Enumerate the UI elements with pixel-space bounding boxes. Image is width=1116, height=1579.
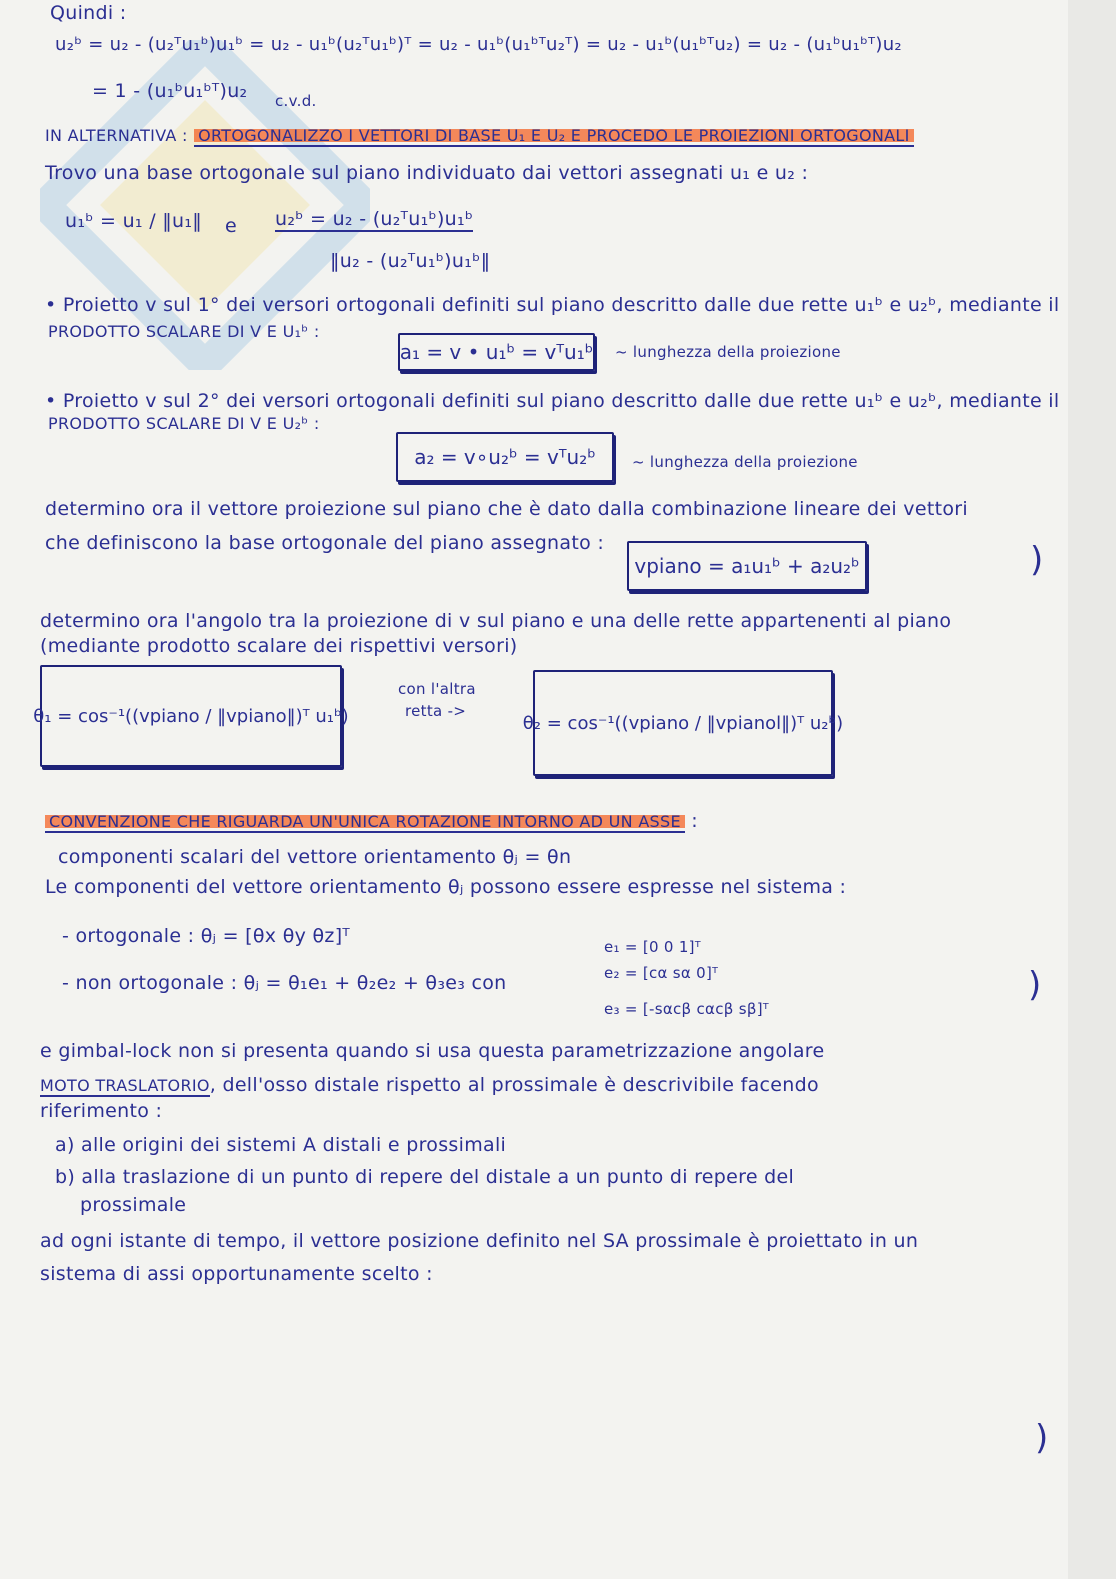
text-e: e (225, 215, 237, 237)
formula-result: = 1 - (u₁ᵇu₁ᵇᵀ)u₂ (92, 80, 248, 102)
box-theta2: θ₂ = cos⁻¹((vpiano / ‖vpianol‖)ᵀ u₂ᵇ) (533, 670, 833, 776)
text-moto-line (40, 1074, 819, 1096)
formula-u2b-den: ‖u₂ - (u₂ᵀu₁ᵇ)u₁ᵇ‖ (330, 250, 491, 272)
alternativa-label: IN ALTERNATIVA : (45, 126, 188, 145)
note-1: ~ lunghezza della proiezione (615, 343, 841, 361)
formula-u1b: u₁ᵇ = u₁ / ‖u₁‖ (65, 210, 203, 232)
text-non-ortogonale: - non ortogonale : θⱼ = θ₁e₁ + θ₂e₂ + θ₃e₃ con (62, 972, 507, 994)
convenzione-colon: : (691, 810, 698, 832)
note-2: ~ lunghezza della proiezione (632, 453, 858, 471)
vector-e3: e₃ = [-sαcβ cαcβ sβ]ᵀ (604, 1000, 769, 1018)
text-det1: determino ora il vettore proiezione sul piano che è dato dalla combinazione lineare dei vettori (45, 498, 968, 520)
text-quindi: Quindi : (50, 2, 127, 24)
text-sistema: sistema di assi opportunamente scelto : (40, 1263, 433, 1285)
box-a2: a₂ = v∘u₂ᵇ = vᵀu₂ᵇ (396, 432, 614, 482)
box-theta1: θ₁ = cos⁻¹((vpiano / ‖vpiano‖)ᵀ u₁ᵇ) (40, 665, 342, 767)
vector-e1: e₁ = [0 0 1]ᵀ (604, 938, 701, 956)
text-gimbal: e gimbal-lock non si presenta quando si usa questa parametrizzazione angolare (40, 1040, 825, 1062)
text-trovo: Trovo una base ortogonale sul piano individuato dai vettori assegnati u₁ e u₂ : (45, 162, 809, 184)
bracket-mark: ) (1028, 965, 1042, 1005)
formula-u2b: u₂ᵇ = u₂ - (u₂ᵀu₁ᵇ)u₁ᵇ = u₂ - u₁ᵇ(u₂ᵀu₁ᵇ)ᵀ = u₂ - u₁ᵇ(u₁ᵇᵀu₂ᵀ) = u₂ - u₁ᵇ(u₁ᵇᵀu₂) = u₂ - (u₁ᵇu₁ᵇᵀ)u₂ (55, 34, 902, 55)
text-det2: determino ora l'angolo tra la proiezione di v sul piano e una delle rette appartenenti al piano (40, 610, 952, 632)
list-item-b-cont: prossimale (80, 1194, 187, 1216)
text-det2b: (mediante prodotto scalare dei rispettivi versori) (40, 635, 518, 657)
text-componenti: componenti scalari del vettore orientamento θⱼ = θn (58, 846, 572, 868)
page-edge (1068, 0, 1116, 1579)
text-det1b: che definiscono la base ortogonale del piano assegnato : (45, 532, 605, 554)
text-altra-2: retta -> (405, 702, 467, 720)
box-a1: a₁ = v • u₁ᵇ = vᵀu₁ᵇ (398, 333, 595, 371)
formula-u2b-num: u₂ᵇ = u₂ - (u₂ᵀu₁ᵇ)u₁ᵇ (275, 208, 474, 230)
alternativa-highlight: ORTOGONALIZZO I VETTORI DI BASE U₁ E U₂ E PROCEDO LE PROIEZIONI ORTOGONALI (194, 126, 914, 147)
bracket-mark: ) (1030, 540, 1044, 580)
text-le-componenti: Le componenti del vettore orientamento θⱼ possono essere espresse nel sistema : (45, 876, 847, 898)
text-ortogonale: - ortogonale : θⱼ = [θx θy θz]ᵀ (62, 925, 351, 947)
vector-e2: e₂ = [cα sα 0]ᵀ (604, 964, 719, 982)
text-riferimento: riferimento : (40, 1100, 163, 1122)
convenzione-highlight: CONVENZIONE CHE RIGUARDA UN'UNICA ROTAZIONE INTORNO AD UN ASSE (45, 812, 685, 833)
bullet-1b: PRODOTTO SCALARE DI V E U₁ᵇ : (48, 322, 320, 341)
bracket-mark: ) (1035, 1418, 1049, 1458)
alternativa-line (45, 124, 914, 146)
box-vpiano: vpiano = a₁u₁ᵇ + a₂u₂ᵇ (627, 541, 867, 591)
convenzione-heading (45, 810, 698, 832)
text-moto: , dell'osso distale rispetto al prossimale è descrivibile facendo (209, 1074, 819, 1096)
bullet-2: • Proietto v sul 2° dei versori ortogonali definiti sul piano descritto dalle due rette u₁ᵇ e u₂ᵇ, mediante il (45, 390, 1060, 412)
text-ad-ogni: ad ogni istante di tempo, il vettore posizione definito nel SA prossimale è proiettato in un (40, 1230, 919, 1252)
list-item-a: a) alle origini dei sistemi A distali e prossimali (55, 1134, 507, 1156)
text-altra-1: con l'altra (398, 680, 476, 698)
bullet-1: • Proietto v sul 1° dei versori ortogonali definiti sul piano descritto dalle due rette u₁ᵇ e u₂ᵇ, mediante il (45, 294, 1060, 316)
list-item-b: b) alla traslazione di un punto di repere del distale a un punto di repere del (55, 1166, 795, 1188)
text-cvd: c.v.d. (275, 92, 317, 110)
text-moto-traslatorio: MOTO TRASLATORIO (40, 1076, 210, 1095)
bullet-2b: PRODOTTO SCALARE DI V E U₂ᵇ : (48, 414, 320, 433)
